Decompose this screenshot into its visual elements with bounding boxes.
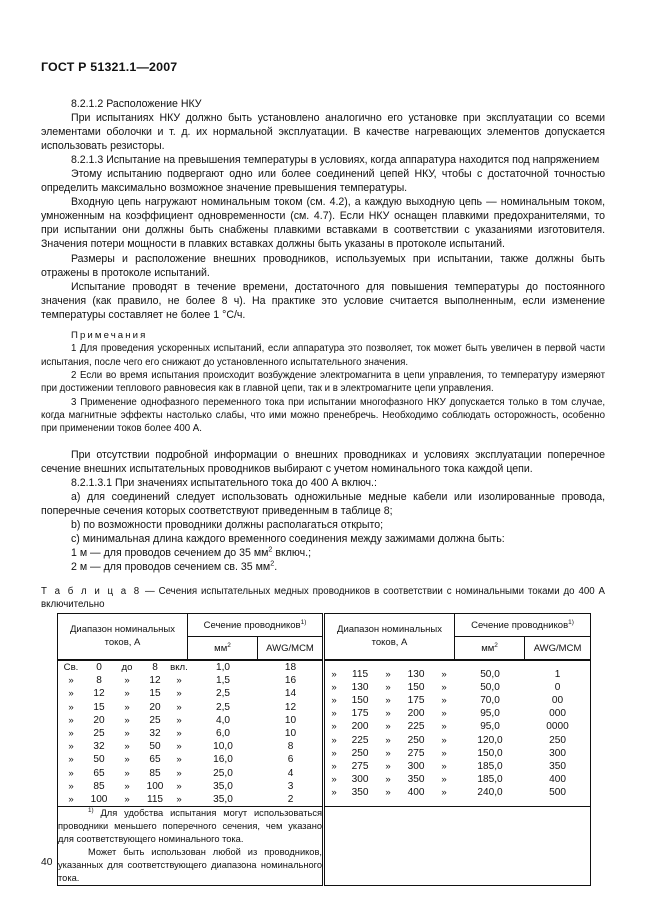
table-row — [58, 701, 323, 714]
header-mm2-right-text: мм — [481, 642, 495, 654]
table-right-body — [325, 660, 591, 807]
footnote-marker: 1) — [568, 618, 574, 626]
range-from-value: 250 — [351, 747, 369, 759]
range-from-value: 12 — [93, 688, 105, 700]
footnote-1-text: Для удобства испытания могут использоваться проводники меньшего поперечного сечения, чем указано для соответствующего номинального тока. — [58, 808, 323, 845]
header-section-left — [188, 614, 324, 637]
range-to-value: 175 — [407, 695, 425, 706]
range-from-value: 130 — [351, 681, 369, 693]
cell-mm2: 185,0 — [477, 774, 503, 786]
range-to-value: 300 — [407, 761, 425, 773]
table-row — [58, 661, 323, 674]
range-to-value: 400 — [407, 787, 425, 799]
range-to-label: » — [385, 668, 391, 680]
range-to-value: 100 — [146, 780, 164, 792]
table-row — [58, 714, 323, 727]
range-to-value: 200 — [407, 708, 425, 720]
range-from-label: » — [68, 794, 74, 806]
range-to-value: 115 — [146, 794, 164, 806]
cell-awg: 0000 — [546, 721, 569, 733]
table-row — [325, 720, 590, 733]
cell-mm2: 70,0 — [480, 695, 500, 706]
range-to-label: » — [385, 761, 391, 773]
length-spec-1-suffix: включ.; — [272, 547, 312, 560]
standard-header: ГОСТ Р 51321.1—2007 — [41, 60, 178, 74]
range-to-label: » — [385, 787, 391, 799]
range-from-label: » — [68, 728, 74, 740]
header-mm2-right — [455, 637, 525, 661]
range-to-value: 85 — [149, 767, 161, 779]
cell-mm2: 185,0 — [477, 761, 503, 773]
range-to-value: 150 — [407, 681, 425, 693]
list-item-c: c) минимальная длина каждого временного соединения между зажимами должна быть: — [71, 533, 505, 546]
cell-awg: 1 — [554, 668, 561, 680]
cell-mm2: 50,0 — [480, 668, 500, 680]
range-to-label: » — [124, 728, 130, 740]
cell-awg: 8 — [287, 741, 294, 753]
header-mm2-left-text: мм — [214, 642, 228, 654]
range-from-value: 115 — [351, 668, 369, 680]
cell-mm2: 25,0 — [213, 767, 233, 779]
range-to-label: » — [124, 754, 130, 766]
range-from-label: » — [68, 714, 74, 726]
paragraph-test-duration: Испытание проводят в течение времени, достаточного для повышения температуры до постоянного значения (как правило, не более 8 ч). На практике это условие считается выполненным, если изменение температуры составляет не более 1 °С/ч. — [41, 280, 605, 321]
range-to-label: » — [385, 708, 391, 720]
paragraph-installation: При испытаниях НКУ должно быть установлено аналогично его установке при эксплуатации со всеми элементами оболочки и т. д. их нормальной эксплуатации. В качестве нагревающих элементов допускается использовать резисторы. — [41, 112, 605, 153]
range-incl-label: » — [176, 741, 182, 753]
range-incl-label: » — [441, 761, 447, 773]
range-to-label: до — [121, 662, 133, 673]
cell-awg: 10 — [284, 714, 297, 726]
table-8 — [57, 613, 590, 886]
footnote-marker: 1) — [88, 807, 94, 815]
range-from-value: 200 — [351, 721, 369, 733]
range-to-label: » — [124, 741, 130, 753]
table-row — [325, 786, 590, 799]
heading-8-2-1-2: 8.2.1.2 Расположение НКУ — [71, 98, 202, 110]
cell-awg: 18 — [284, 662, 297, 673]
range-to-value: 350 — [407, 774, 425, 786]
cell-mm2: 2,5 — [215, 701, 231, 713]
header-awg-left: AWG/MCM — [258, 637, 324, 661]
range-incl-label: » — [176, 767, 182, 779]
range-from-label: » — [331, 747, 337, 759]
range-from-label: » — [331, 761, 337, 773]
list-item-b: b) по возможности проводники должны располагаться открыто; — [71, 518, 384, 531]
table-caption-text: — Сечения испытательных медных проводников в соответствии с номинальными токами до 400 А включительно — [41, 586, 605, 611]
range-to-label: » — [385, 695, 391, 706]
cell-mm2: 50,0 — [480, 681, 500, 693]
header-range-left: Диапазон номинальных токов, А — [58, 614, 188, 661]
table-row — [325, 694, 590, 707]
table-row — [58, 740, 323, 753]
range-incl-label: » — [176, 714, 182, 726]
page-number: 40 — [41, 857, 53, 868]
cell-mm2: 120,0 — [477, 734, 503, 746]
footnote-marker: 1) — [300, 618, 307, 626]
range-incl-label: » — [176, 728, 182, 740]
cell-awg: 6 — [287, 754, 294, 766]
spacer — [41, 436, 605, 448]
header-section-left-text: Сечение проводников — [203, 619, 301, 631]
range-to-value: 225 — [407, 721, 425, 733]
range-to-label: » — [385, 747, 391, 759]
table-row — [325, 707, 590, 720]
paragraph-input-circuit: Входную цепь нагружают номинальным током (см. 4.2), а каждую выходную цепь — номинальным током, умноженным на коэффициент одновременности (см. 4.7). Если НКУ оснащен плавкими предохранителями, то при испытании они должны быть снабжены плавкими вставками в соответствии с указаниями изготовителя. Значения потери мощности в плавких вставках должны быть указаны в протоколе испытаний. — [41, 196, 605, 251]
range-incl-label: » — [441, 721, 447, 733]
cell-mm2: 240,0 — [477, 787, 503, 799]
cell-mm2: 150,0 — [477, 747, 503, 759]
range-to-value: 25 — [149, 714, 161, 726]
table-row — [58, 793, 323, 806]
range-from-label: » — [331, 774, 337, 786]
range-incl-label: » — [441, 695, 447, 706]
range-from-value: 15 — [93, 701, 105, 713]
table-row — [58, 753, 323, 766]
right-data-grid — [325, 668, 590, 800]
range-from-label: » — [68, 754, 74, 766]
range-incl-label: » — [176, 675, 182, 687]
cell-mm2: 6,0 — [215, 728, 231, 740]
length-spec-2 — [41, 560, 605, 574]
range-from-value: 275 — [351, 761, 369, 773]
cell-mm2: 35,0 — [213, 794, 233, 806]
header-mm2-left — [188, 637, 258, 661]
cell-mm2: 10,0 — [213, 741, 233, 753]
body-content — [41, 97, 605, 574]
footnote-2: Может быть использован любой из проводников, указанных для соответствующего диапазона номинального тока. — [58, 846, 323, 883]
range-from-value: 0 — [96, 662, 102, 673]
cell-awg: 3 — [287, 780, 294, 792]
superscript-2: 2 — [268, 544, 273, 554]
cell-awg: 500 — [549, 787, 566, 799]
range-to-value: 15 — [149, 688, 161, 700]
range-to-label: » — [124, 701, 130, 713]
range-incl-label: » — [441, 747, 447, 759]
range-incl-label: » — [441, 708, 447, 720]
cell-mm2: 16,0 — [213, 754, 233, 766]
range-incl-label: » — [441, 774, 447, 786]
range-to-value: 65 — [149, 754, 161, 766]
table-row — [325, 747, 590, 760]
paragraph-test-subject: Этому испытанию подвергают одно или более соединений цепей НКУ, чтобы с достаточной точностью определить максимально возможное значение превышения температуры. — [41, 168, 605, 195]
superscript-2: 2 — [227, 641, 231, 649]
cell-awg: 350 — [549, 761, 566, 773]
footnote-right-cell — [325, 807, 591, 885]
notes-heading: Примечания — [71, 329, 148, 341]
range-incl-label: » — [441, 787, 447, 799]
range-to-value: 275 — [407, 747, 425, 759]
table-row — [325, 734, 590, 747]
cell-awg: 14 — [284, 688, 297, 700]
range-incl-label: » — [441, 668, 447, 680]
note-1: 1 Для проведения ускоренных испытаний, если аппаратура это позволяет, ток может быть увеличен в первой части испытания, после чего его снижают до установленного испытательного значения. — [41, 343, 605, 368]
table-row — [58, 727, 323, 740]
length-spec-2-prefix: 2 м — для проводов сечением св. 35 мм — [71, 561, 271, 574]
table-caption-label: Т а б л и ц а 8 — [41, 586, 142, 597]
range-incl-label: вкл. — [170, 662, 188, 673]
range-from-label: » — [68, 741, 74, 753]
range-to-value: 50 — [149, 741, 161, 753]
cell-mm2: 4,0 — [215, 714, 231, 726]
range-to-label: » — [385, 681, 391, 693]
cell-mm2: 2,5 — [215, 688, 231, 700]
cell-mm2: 35,0 — [213, 780, 233, 792]
range-from-label: » — [331, 681, 337, 693]
range-from-value: 50 — [93, 754, 105, 766]
conductor-sections-table — [57, 613, 591, 886]
length-spec-1-prefix: 1 м — для проводов сечением до 35 мм — [71, 547, 269, 560]
header-range-right: Диапазон номинальных токов, А — [325, 614, 455, 661]
cell-awg: 00 — [551, 695, 564, 706]
table-caption — [41, 585, 605, 612]
range-from-label: » — [331, 708, 337, 720]
cell-awg: 2 — [287, 794, 294, 806]
table-row — [58, 687, 323, 700]
spacer — [41, 322, 605, 329]
table-row — [58, 780, 323, 793]
cell-mm2: 1,0 — [215, 662, 231, 673]
table-left-body — [58, 660, 324, 807]
header-awg-right: AWG/MCM — [525, 637, 591, 661]
range-incl-label: » — [176, 754, 182, 766]
superscript-2: 2 — [494, 641, 498, 649]
range-from-value: 8 — [96, 675, 102, 687]
cell-awg: 0 — [554, 681, 561, 693]
paragraph-conductor-size: Размеры и расположение внешних проводников, используемых при испытании, также должны быть отражены в протоколе испытаний. — [41, 252, 605, 279]
range-to-value: 20 — [149, 701, 161, 713]
range-to-label: » — [124, 767, 130, 779]
note-2: 2 Если во время испытания происходит возбуждение электромагнита в цепи управления, то температуру измеряют при достижении теплового равновесия как в главной цепи, так и в электромагните цепи управления. — [41, 370, 605, 395]
table-body-row — [58, 660, 591, 807]
cell-awg: 300 — [549, 747, 566, 759]
range-from-label: » — [331, 668, 337, 680]
footnote-left-cell — [58, 807, 324, 885]
table-row — [58, 767, 323, 780]
range-from-value: 25 — [93, 728, 105, 740]
range-to-label: » — [124, 714, 130, 726]
length-spec-1 — [41, 546, 605, 560]
range-incl-label: » — [441, 734, 447, 746]
range-from-label: » — [68, 701, 74, 713]
range-incl-label: » — [176, 688, 182, 700]
cell-awg: 400 — [549, 774, 566, 786]
range-incl-label: » — [176, 780, 182, 792]
header-section-right-text: Сечение проводников — [471, 619, 569, 631]
table-header-row-1 — [58, 614, 591, 637]
cell-awg: 12 — [284, 701, 297, 713]
header-section-right — [455, 614, 591, 637]
range-to-label: » — [124, 675, 130, 687]
cell-awg: 000 — [549, 708, 566, 720]
range-from-value: 20 — [93, 714, 105, 726]
range-from-value: 85 — [93, 780, 105, 792]
cell-awg: 16 — [284, 675, 297, 687]
cell-mm2: 1,5 — [215, 675, 231, 687]
range-to-label: » — [385, 774, 391, 786]
note-3: 3 Применение однофазного переменного тока при испытании многофазного НКУ допускается только в том случае, когда магнитные эффекты настолько слабы, что ими можно пренебречь. Необходимо соблюдать осторожность, особенно при применении токов более 400 А. — [41, 396, 605, 435]
range-from-label: » — [68, 767, 74, 779]
range-from-value: 300 — [351, 774, 369, 786]
cell-awg: 10 — [284, 728, 297, 740]
range-from-value: 32 — [93, 741, 105, 753]
range-to-value: 32 — [149, 728, 161, 740]
range-from-value: 350 — [351, 787, 369, 799]
heading-8-2-1-3-1: 8.2.1.3.1 При значениях испытательного тока до 400 А включ.: — [71, 476, 377, 489]
range-from-value: 150 — [351, 695, 369, 706]
range-from-label: » — [331, 721, 337, 733]
table-row — [325, 668, 590, 681]
length-spec-2-suffix: . — [274, 561, 278, 574]
range-from-value: 175 — [351, 708, 369, 720]
range-incl-label: » — [176, 794, 182, 806]
list-item-a: a) для соединений следует использовать одножильные медные кабели или изолированные провода, поперечные сечения которых соответствуют приведенным в таблице 8; — [41, 490, 605, 517]
table-footnote-row — [58, 807, 591, 885]
cell-mm2: 95,0 — [480, 721, 500, 733]
range-to-value: 130 — [407, 668, 425, 680]
superscript-2: 2 — [270, 558, 275, 568]
range-to-label: » — [385, 721, 391, 733]
range-from-label: » — [68, 688, 74, 700]
cell-awg: 250 — [549, 734, 566, 746]
range-from-label: » — [68, 780, 74, 792]
range-to-label: » — [124, 794, 130, 806]
range-to-value: 250 — [407, 734, 425, 746]
footnote-1 — [58, 807, 322, 846]
range-from-label: » — [68, 675, 74, 687]
heading-8-2-1-3: 8.2.1.3 Испытание на превышения температуры в условиях, когда аппаратура находится под напряжением — [71, 154, 600, 167]
cell-awg: 4 — [287, 767, 294, 779]
table-row — [325, 773, 590, 786]
range-incl-label: » — [441, 681, 447, 693]
range-to-label: » — [385, 734, 391, 746]
range-from-value: 65 — [93, 767, 105, 779]
range-from-value: 100 — [90, 794, 108, 806]
range-from-label: » — [331, 695, 337, 706]
left-data-grid — [58, 661, 323, 806]
range-incl-label: » — [176, 701, 182, 713]
table-row — [325, 760, 590, 773]
range-to-label: » — [124, 688, 130, 700]
range-from-label: Св. — [63, 662, 79, 673]
range-from-value: 225 — [351, 734, 369, 746]
range-to-label: » — [124, 780, 130, 792]
range-from-label: » — [331, 734, 337, 746]
paragraph-no-info: При отсутствии подробной информации о внешних проводниках и условиях эксплуатации поперечное сечение внешних испытательных проводников выбирают с учетом номинального тока каждой цепи. — [41, 448, 605, 475]
cell-mm2: 95,0 — [480, 708, 500, 720]
table-row — [325, 681, 590, 694]
table-row — [58, 674, 323, 687]
range-to-value: 12 — [149, 675, 161, 687]
range-from-label: » — [331, 787, 337, 799]
range-to-value: 8 — [152, 662, 158, 673]
